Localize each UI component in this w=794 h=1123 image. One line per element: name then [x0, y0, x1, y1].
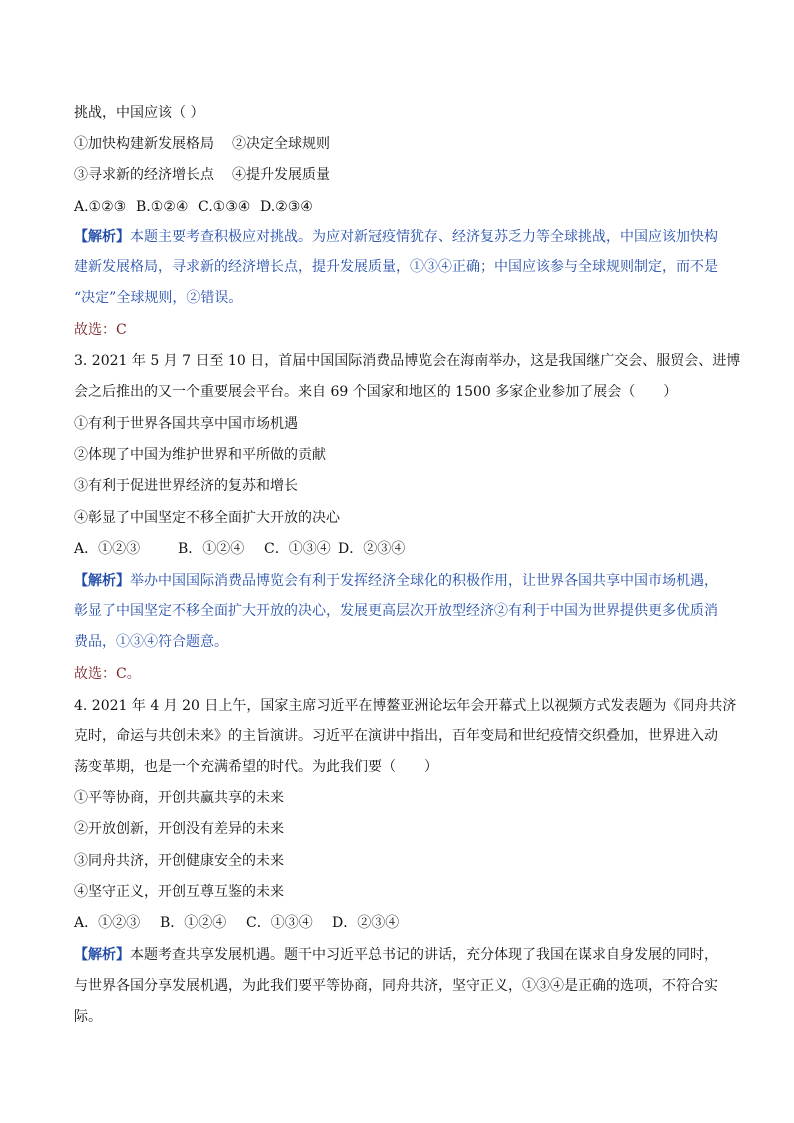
q3-analysis-text-1: 举办中国国际消费品博览会有利于发挥经济全球化的积极作用，让世界各国共享中国市场机遇，	[130, 573, 718, 589]
q3-item-4: ④彰显了中国坚定不移全面扩大开放的决心	[74, 510, 340, 526]
q3-analysis-line-3: 费品，①③④符合题意。	[74, 634, 228, 650]
q3-answer: 故选：C。	[74, 666, 141, 682]
q4-stem-line-2: 克时，命运与共创未来》的主旨演讲。习近平在演讲中指出，百年变局和世纪疫情交织叠加，世界进入动	[74, 728, 718, 744]
q2-item-4: ④提升发展质量	[232, 167, 330, 183]
q2-answer: 故选：C	[74, 322, 127, 338]
q2-choice-b: B.①②④	[136, 199, 189, 215]
q2-analysis-line-1	[74, 227, 724, 247]
q3-analysis-tag: 【解析】	[74, 573, 130, 589]
q3-analysis-line-1	[74, 571, 724, 591]
q2-choice-c: C.①③④	[198, 199, 251, 215]
q2-item-1: ①加快构建新发展格局	[74, 136, 214, 152]
q3-item-3: ③有利于促进世界经济的复苏和增长	[74, 478, 298, 494]
q4-item-4: ④坚守正义，开创互尊互鉴的未来	[74, 884, 284, 900]
q2-stem-end: 挑战，中国应该（ ）	[74, 105, 205, 121]
q4-analysis-line-2: 与世界各国分享发展机遇，为此我们要平等协商，同舟共济，坚守正义，①③④是正确的选项，不符合实	[74, 978, 718, 994]
q2-choices	[74, 197, 724, 217]
q4-item-1: ①平等协商，开创共赢共享的未来	[74, 790, 284, 806]
q4-analysis-tag: 【解析】	[74, 947, 130, 963]
q4-choice-b: B．①②④	[160, 915, 227, 931]
q3-choice-b: B．①②④	[178, 541, 245, 557]
q2-analysis-text-1: 本题主要考查积极应对挑战。为应对新冠疫情犹存、经济复苏乏力等全球挑战，中国应该加快构	[130, 229, 718, 245]
q4-choice-a: A．①②③	[74, 915, 141, 931]
q4-choice-c: C．①③④	[246, 915, 313, 931]
q3-analysis-line-2: 彰显了中国坚定不移全面扩大开放的决心，发展更高层次开放型经济②有利于中国为世界提供更多优质消	[74, 603, 718, 619]
q2-choice-a: A.①②③	[74, 199, 127, 215]
q2-item-3: ③寻求新的经济增长点	[74, 167, 214, 183]
q3-item-2: ②体现了中国为维护世界和平所做的贡献	[74, 447, 326, 463]
q2-analysis-line-2: 建新发展格局，寻求新的经济增长点，提升发展质量，①③④正确；中国应该参与全球规则制定，而不是	[74, 259, 718, 275]
q4-stem-line-1: 4. 2021 年 4 月 20 日上午，国家主席习近平在博鳌亚洲论坛年会开幕式上以视频方式发表题为《同舟共济	[74, 698, 737, 714]
q3-choice-d: D．②③④	[338, 541, 406, 557]
q2-analysis-tag: 【解析】	[74, 229, 130, 245]
q2-analysis-line-3: “决定”全球规则，②错误。	[74, 290, 243, 306]
q4-item-2: ②开放创新，开创没有差异的未来	[74, 821, 284, 837]
q4-analysis-line-1	[74, 945, 724, 965]
q4-choices	[74, 913, 724, 933]
q4-item-3: ③同舟共济，开创健康安全的未来	[74, 853, 284, 869]
q3-choice-c: C．①③④	[264, 541, 331, 557]
q2-items-row-2	[74, 165, 724, 185]
q3-stem-line-2: 会之后推出的又一个重要展会平台。来自 69 个国家和地区的 1500 多家企业参加了展会（ ）	[74, 384, 678, 400]
q4-choice-d: D．②③④	[332, 915, 400, 931]
q3-choices	[74, 539, 724, 559]
q2-item-2: ②决定全球规则	[232, 136, 330, 152]
q4-analysis-text-1: 本题考查共享发展机遇。题干中习近平总书记的讲话，充分体现了我国在谋求自身发展的同时，	[130, 947, 718, 963]
q3-item-1: ①有利于世界各国共享中国市场机遇	[74, 416, 298, 432]
q2-choice-d: D.②③④	[260, 199, 313, 215]
q3-stem-line-1: 3. 2021 年 5 月 7 日至 10 日，首届中国国际消费品博览会在海南举办，这是我国继广交会、服贸会、进博	[74, 353, 741, 369]
q2-items-row-1	[74, 134, 724, 154]
q4-stem-line-3: 荡变革期，也是一个充满希望的时代。为此我们要（ ）	[74, 759, 438, 775]
q3-choice-a: A．①②③	[74, 541, 141, 557]
q4-analysis-line-3: 际。	[74, 1009, 102, 1025]
